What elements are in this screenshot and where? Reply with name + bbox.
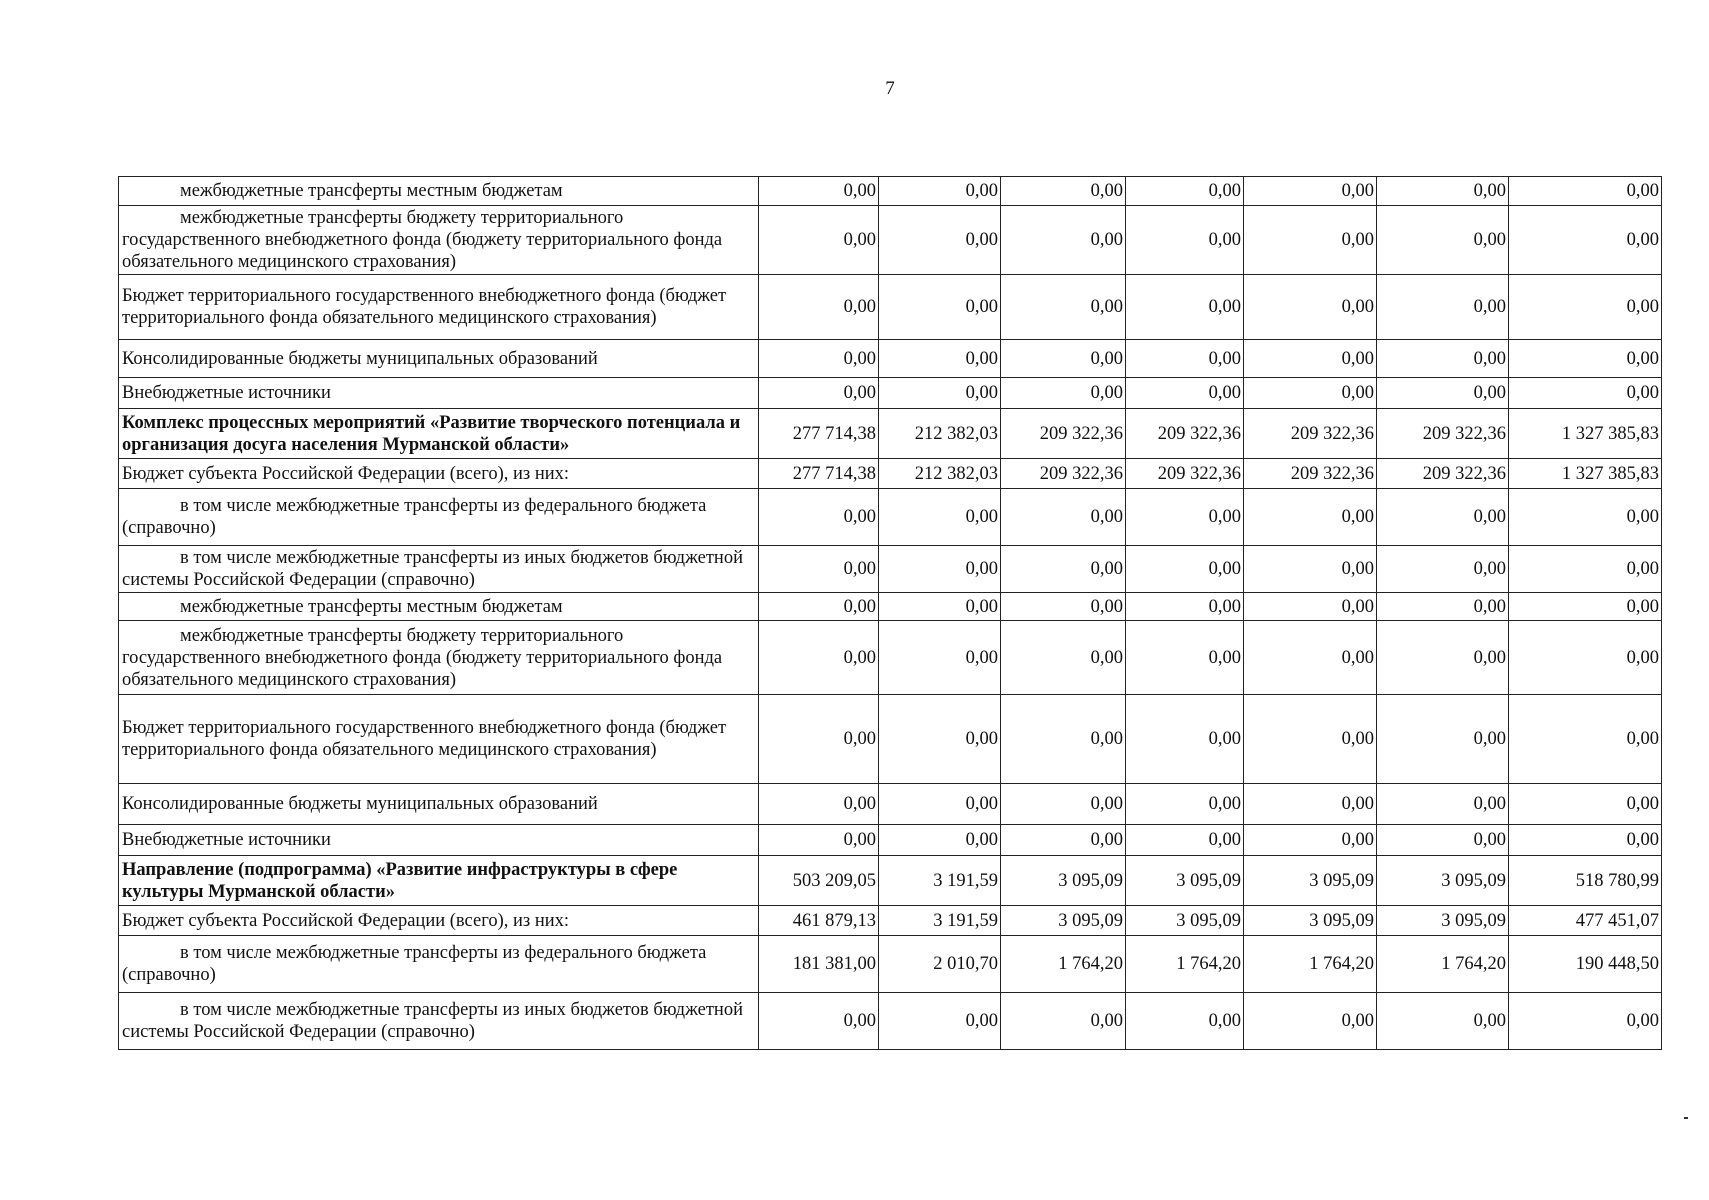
value-cell: 0,00 bbox=[879, 177, 1001, 206]
row-label-text: Консолидированные бюджеты муниципальных образований bbox=[122, 794, 598, 814]
value-cell: 0,00 bbox=[759, 275, 879, 340]
row-label bbox=[119, 459, 759, 489]
value-cell: 1 764,20 bbox=[1244, 936, 1377, 993]
row-label bbox=[119, 825, 759, 856]
value-cell: 1 327 385,83 bbox=[1509, 409, 1662, 459]
value-cell: 0,00 bbox=[879, 621, 1001, 695]
row-label bbox=[119, 593, 759, 621]
value-cell: 1 764,20 bbox=[1377, 936, 1509, 993]
value-cell: 0,00 bbox=[1126, 275, 1244, 340]
value-cell: 212 382,03 bbox=[879, 459, 1001, 489]
table-row bbox=[119, 784, 1662, 825]
table-row bbox=[119, 546, 1662, 593]
row-label bbox=[119, 409, 759, 459]
value-cell: 0,00 bbox=[1377, 206, 1509, 275]
value-cell: 0,00 bbox=[1001, 340, 1126, 378]
value-cell: 0,00 bbox=[1509, 489, 1662, 546]
value-cell: 3 095,09 bbox=[1244, 906, 1377, 936]
value-cell: 1 764,20 bbox=[1126, 936, 1244, 993]
value-cell: 0,00 bbox=[1126, 621, 1244, 695]
value-cell: 0,00 bbox=[1126, 177, 1244, 206]
value-cell: 477 451,07 bbox=[1509, 906, 1662, 936]
value-cell: 0,00 bbox=[879, 275, 1001, 340]
value-cell: 0,00 bbox=[1509, 546, 1662, 593]
value-cell: 0,00 bbox=[1001, 695, 1126, 784]
row-label bbox=[119, 621, 759, 695]
value-cell: 0,00 bbox=[1509, 275, 1662, 340]
value-cell: 0,00 bbox=[1001, 993, 1126, 1050]
value-cell: 209 322,36 bbox=[1377, 459, 1509, 489]
value-cell: 0,00 bbox=[1509, 177, 1662, 206]
value-cell: 0,00 bbox=[1244, 340, 1377, 378]
table-row bbox=[119, 993, 1662, 1050]
table-row bbox=[119, 593, 1662, 621]
value-cell: 3 095,09 bbox=[1244, 856, 1377, 906]
value-cell: 0,00 bbox=[1244, 621, 1377, 695]
value-cell: 0,00 bbox=[1126, 378, 1244, 409]
value-cell: 0,00 bbox=[1244, 177, 1377, 206]
row-label-text: в том числе межбюджетные трансферты из федерального бюджета (справочно) bbox=[122, 496, 707, 538]
table-row bbox=[119, 340, 1662, 378]
value-cell: 0,00 bbox=[879, 825, 1001, 856]
value-cell: 0,00 bbox=[879, 546, 1001, 593]
row-label-text: Бюджет субъекта Российской Федерации (всего), из них: bbox=[122, 463, 570, 484]
value-cell: 277 714,38 bbox=[759, 459, 879, 489]
row-label bbox=[119, 784, 759, 825]
value-cell: 190 448,50 bbox=[1509, 936, 1662, 993]
value-cell: 0,00 bbox=[759, 825, 879, 856]
value-cell: 0,00 bbox=[1244, 275, 1377, 340]
value-cell: 0,00 bbox=[759, 993, 879, 1050]
value-cell: 0,00 bbox=[1001, 275, 1126, 340]
value-cell: 209 322,36 bbox=[1001, 459, 1126, 489]
row-label-text: Бюджет территориального государственного внебюджетного фонда (бюджет территориального фонда обязательного медицинского страхования) bbox=[122, 718, 727, 760]
value-cell: 3 095,09 bbox=[1377, 906, 1509, 936]
table-row bbox=[119, 695, 1662, 784]
value-cell: 503 209,05 bbox=[759, 856, 879, 906]
value-cell: 209 322,36 bbox=[1126, 459, 1244, 489]
value-cell: 0,00 bbox=[759, 695, 879, 784]
value-cell: 0,00 bbox=[1244, 695, 1377, 784]
value-cell: 0,00 bbox=[1377, 177, 1509, 206]
value-cell: 0,00 bbox=[1377, 275, 1509, 340]
value-cell: 0,00 bbox=[879, 340, 1001, 378]
value-cell: 0,00 bbox=[1001, 378, 1126, 409]
row-label bbox=[119, 177, 759, 206]
value-cell: 0,00 bbox=[1126, 489, 1244, 546]
value-cell: 0,00 bbox=[759, 546, 879, 593]
value-cell: 209 322,36 bbox=[1244, 409, 1377, 459]
row-label-text: Комплекс процессных мероприятий «Развитие творческого потенциала и организация досуга населения Мурманской области» bbox=[122, 412, 741, 455]
value-cell: 0,00 bbox=[759, 340, 879, 378]
value-cell: 3 191,59 bbox=[879, 856, 1001, 906]
value-cell: 0,00 bbox=[879, 378, 1001, 409]
value-cell: 0,00 bbox=[1509, 378, 1662, 409]
value-cell: 0,00 bbox=[1244, 489, 1377, 546]
value-cell: 0,00 bbox=[1509, 621, 1662, 695]
value-cell: 0,00 bbox=[1001, 784, 1126, 825]
value-cell: 0,00 bbox=[1377, 593, 1509, 621]
value-cell: 0,00 bbox=[1377, 825, 1509, 856]
value-cell: 0,00 bbox=[1126, 593, 1244, 621]
row-label-text: Консолидированные бюджеты муниципальных образований bbox=[122, 348, 598, 369]
value-cell: 0,00 bbox=[1001, 206, 1126, 275]
value-cell: 0,00 bbox=[1126, 546, 1244, 593]
row-label bbox=[119, 489, 759, 546]
value-cell: 0,00 bbox=[1377, 546, 1509, 593]
table-row bbox=[119, 856, 1662, 906]
value-cell: 0,00 bbox=[1509, 340, 1662, 378]
value-cell: 0,00 bbox=[759, 378, 879, 409]
row-label bbox=[119, 856, 759, 906]
value-cell: 0,00 bbox=[879, 593, 1001, 621]
row-label bbox=[119, 546, 759, 593]
value-cell: 0,00 bbox=[879, 695, 1001, 784]
value-cell: 209 322,36 bbox=[1001, 409, 1126, 459]
value-cell: 0,00 bbox=[1377, 784, 1509, 825]
row-label bbox=[119, 695, 759, 784]
value-cell: 3 095,09 bbox=[1001, 906, 1126, 936]
table-row bbox=[119, 206, 1662, 275]
value-cell: 209 322,36 bbox=[1126, 409, 1244, 459]
page-number: 7 bbox=[885, 78, 895, 99]
value-cell: 0,00 bbox=[1377, 378, 1509, 409]
table-row bbox=[119, 459, 1662, 489]
table-row bbox=[119, 275, 1662, 340]
table-row bbox=[119, 906, 1662, 936]
budget-table bbox=[118, 176, 1662, 1050]
row-label bbox=[119, 993, 759, 1050]
table-row bbox=[119, 489, 1662, 546]
value-cell: 0,00 bbox=[1126, 993, 1244, 1050]
row-label-text: в том числе межбюджетные трансферты из федерального бюджета (справочно) bbox=[122, 943, 707, 985]
value-cell: 0,00 bbox=[879, 489, 1001, 546]
value-cell: 0,00 bbox=[1244, 593, 1377, 621]
row-label-text: в том числе межбюджетные трансферты из иных бюджетов бюджетной системы Российской Федерации (справочно) bbox=[122, 1000, 743, 1042]
value-cell: 212 382,03 bbox=[879, 409, 1001, 459]
value-cell: 209 322,36 bbox=[1244, 459, 1377, 489]
row-label bbox=[119, 906, 759, 936]
value-cell: 0,00 bbox=[1377, 695, 1509, 784]
value-cell: 0,00 bbox=[759, 489, 879, 546]
table-body bbox=[119, 177, 1662, 1050]
scan-mark bbox=[1684, 1117, 1688, 1119]
value-cell: 209 322,36 bbox=[1377, 409, 1509, 459]
table-row bbox=[119, 409, 1662, 459]
row-label bbox=[119, 378, 759, 409]
value-cell: 0,00 bbox=[879, 206, 1001, 275]
value-cell: 0,00 bbox=[1244, 993, 1377, 1050]
value-cell: 0,00 bbox=[1001, 593, 1126, 621]
value-cell: 0,00 bbox=[1126, 825, 1244, 856]
value-cell: 3 191,59 bbox=[879, 906, 1001, 936]
value-cell: 0,00 bbox=[1126, 340, 1244, 378]
value-cell: 0,00 bbox=[759, 621, 879, 695]
value-cell: 0,00 bbox=[1126, 695, 1244, 784]
row-label bbox=[119, 206, 759, 275]
value-cell: 0,00 bbox=[1509, 825, 1662, 856]
value-cell: 0,00 bbox=[1001, 489, 1126, 546]
value-cell: 181 381,00 bbox=[759, 936, 879, 993]
value-cell: 3 095,09 bbox=[1377, 856, 1509, 906]
value-cell: 0,00 bbox=[759, 177, 879, 206]
row-label-text: межбюджетные трансферты бюджету территориального государственного внебюджетного фонда (бюджету территориального фонда обязательного медицинского страхования) bbox=[122, 625, 723, 690]
row-label-text: межбюджетные трансферты бюджету территориального государственного внебюджетного фонда (бюджету территориального фонда обязательного медицинского страхования) bbox=[122, 208, 723, 272]
table-row bbox=[119, 177, 1662, 206]
value-cell: 2 010,70 bbox=[879, 936, 1001, 993]
value-cell: 0,00 bbox=[1126, 206, 1244, 275]
value-cell: 0,00 bbox=[879, 993, 1001, 1050]
value-cell: 277 714,38 bbox=[759, 409, 879, 459]
row-label bbox=[119, 275, 759, 340]
value-cell: 0,00 bbox=[1377, 340, 1509, 378]
row-label-text: Бюджет субъекта Российской Федерации (всего), из них: bbox=[122, 910, 570, 931]
row-label-text: в том числе межбюджетные трансферты из иных бюджетов бюджетной системы Российской Федерации (справочно) bbox=[122, 548, 743, 590]
value-cell: 3 095,09 bbox=[1001, 856, 1126, 906]
value-cell: 0,00 bbox=[1244, 546, 1377, 593]
value-cell: 0,00 bbox=[1001, 621, 1126, 695]
value-cell: 0,00 bbox=[1001, 825, 1126, 856]
table-row bbox=[119, 825, 1662, 856]
row-label-text: Бюджет территориального государственного внебюджетного фонда (бюджет территориального фонда обязательного медицинского страхования) bbox=[122, 286, 727, 328]
value-cell: 0,00 bbox=[1509, 206, 1662, 275]
value-cell: 0,00 bbox=[1509, 993, 1662, 1050]
value-cell: 0,00 bbox=[1001, 546, 1126, 593]
value-cell: 0,00 bbox=[1509, 695, 1662, 784]
value-cell: 0,00 bbox=[1509, 784, 1662, 825]
table-row bbox=[119, 378, 1662, 409]
value-cell: 0,00 bbox=[1377, 621, 1509, 695]
value-cell: 0,00 bbox=[1244, 378, 1377, 409]
value-cell: 3 095,09 bbox=[1126, 856, 1244, 906]
row-label-text: Внебюджетные источники bbox=[122, 383, 331, 403]
value-cell: 0,00 bbox=[759, 206, 879, 275]
value-cell: 0,00 bbox=[1001, 177, 1126, 206]
value-cell: 0,00 bbox=[1126, 784, 1244, 825]
row-label-text: межбюджетные трансферты местным бюджетам bbox=[180, 596, 563, 617]
row-label-text: межбюджетные трансферты местным бюджетам bbox=[180, 181, 563, 201]
value-cell: 0,00 bbox=[1244, 825, 1377, 856]
row-label-text: Внебюджетные источники bbox=[122, 830, 331, 850]
value-cell: 0,00 bbox=[759, 784, 879, 825]
row-label bbox=[119, 936, 759, 993]
value-cell: 518 780,99 bbox=[1509, 856, 1662, 906]
value-cell: 0,00 bbox=[879, 784, 1001, 825]
value-cell: 0,00 bbox=[1377, 993, 1509, 1050]
row-label-text: Направление (подпрограмма) «Развитие инфраструктуры в сфере культуры Мурманской области» bbox=[122, 859, 678, 902]
value-cell: 1 764,20 bbox=[1001, 936, 1126, 993]
value-cell: 3 095,09 bbox=[1126, 906, 1244, 936]
value-cell: 0,00 bbox=[1244, 784, 1377, 825]
table-row bbox=[119, 621, 1662, 695]
table-row bbox=[119, 936, 1662, 993]
value-cell: 0,00 bbox=[759, 593, 879, 621]
row-label bbox=[119, 340, 759, 378]
value-cell: 0,00 bbox=[1377, 489, 1509, 546]
value-cell: 0,00 bbox=[1509, 593, 1662, 621]
value-cell: 1 327 385,83 bbox=[1509, 459, 1662, 489]
value-cell: 0,00 bbox=[1244, 206, 1377, 275]
value-cell: 461 879,13 bbox=[759, 906, 879, 936]
